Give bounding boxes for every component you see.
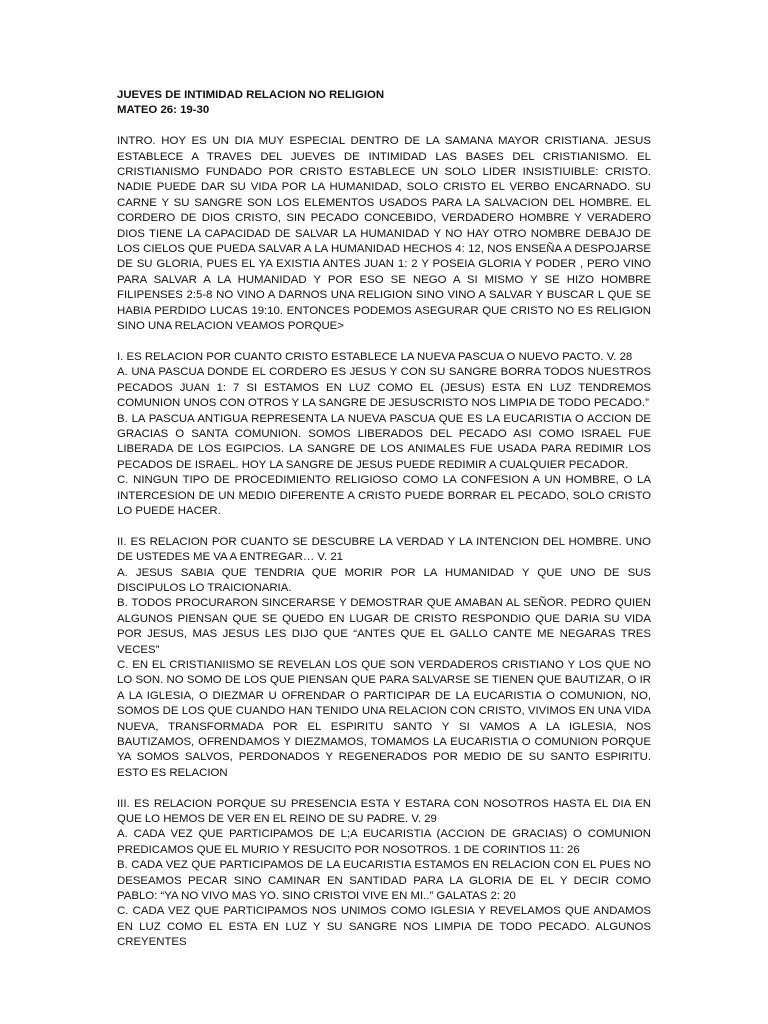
paragraph-gap (117, 781, 651, 796)
section-2-point-a: A. JESUS SABIA QUE TENDRIA QUE MORIR POR LA HUMANIDAD Y QUE UNO DE SUS DISCIPULOS LO TRAICIONARIA. (117, 566, 651, 594)
section-1-point-c: C. NINGUN TIPO DE PROCEDIMIENTO RELIGIOSO COMO LA CONFESION A UN HOMBRE, O LA INTERCESION DE UN MEDIO DIFERENTE A CRISTO PUEDE BORRAR EL PECADO, SOLO CRISTO LO PUEDE HACER. (117, 474, 651, 517)
section-2-point-b: B. TODOS PROCURARON SINCERARSE Y DEMOSTRAR QUE AMABAN AL SEÑOR. PEDRO QUIEN ALGUNOS PIENSAN QUE SE QUEDO EN LUGAR DE CRISTO RESPONDIO QUE DARIA SU VIDA POR JESUS, MAS JESUS LES DIJO QUE “ANTES QUE EL GALLO CANTE ME NEGARAS TRES VECES” (117, 597, 651, 656)
section-1-point-a: A. UNA PASCUA DONDE EL CORDERO ES JESUS Y CON SU SANGRE BORRA TODOS NUESTROS PECADOS JUAN 1: 7 SI ESTAMOS EN LUZ COMO EL (JESUS) ESTA EN LUZ TENDREMOS COMUNION UNOS CON OTROS Y LA SANGRE DE JESUSCRISTO NOS LIMPIA DE TODO PECADO.” (117, 366, 651, 410)
section-1-heading: I. ES RELACION POR CUANTO CRISTO ESTABLECE LA NUEVA PASCUA O NUEVO PACTO. V. 28 (117, 350, 633, 363)
section-3-heading: III. ES RELACION PORQUE SU PRESENCIA ESTA Y ESTARA CON NOSOTROS HASTA EL DIA EN QUE LO HEMOS DE VER EN EL REINO DE SU PADRE. V. 29 (117, 797, 651, 826)
section-1-point-b: B. LA PASCUA ANTIGUA REPRESENTA LA NUEVA PASCUA QUE ES LA EUCARISTIA O ACCION DE GRACIAS O SANTA COMUNION. SOMOS LIBERADOS DEL PECADO ASI COMO ISRAEL FUE LIBERADA DE LOS EGIPCIOS. LA SANGRE DE LOS ANIMALES FUE USADA PARA REDIMIR LOS PECADOS DE ISRAEL. HOY LA SANGRE DE JESUS PUEDE REDIMIR A CUALQUIER PECADOR. (117, 412, 651, 471)
section-2-point-c: C. EN EL CRISTIANIISMO SE REVELAN LOS QUE SON VERDADEROS CRISTIANO Y LOS QUE NO LO SON. NO SOMO DE LOS QUE PIENSAN QUE PARA SALVARSE SE TIENEN QUE BAUTIZAR, O IR A LA IGLESIA, O DIEZMAR U OFRENDAR O PARTICIPAR DE LA EUCARISTIA O COMUNION, NO, SOMOS DE LOS QUE CUANDO HAN TENIDO UNA RELACION CON CRISTO, VIVIMOS EN UNA VIDA NUEVA, TRANSFORMADA POR EL ESPIRITU SANTO Y SI VAMOS A LA IGLESIA, NOS BAUTIZAMOS, OFRENDAMOS Y DIEZMAMOS, TOMAMOS LA EUCARISTIA O COMUNION PORQUE YA SOMOS SALVOS, PERDONADOS Y REGENERADOS POR MEDIO DE SU SANTO ESPIRITU. ESTO ES RELACION (117, 658, 651, 779)
section-3-point-c: C. CADA VEZ QUE PARTICIPAMOS NOS UNIMOS COMO IGLESIA Y REVELAMOS QUE ANDAMOS EN LUZ COMO EL ESTA EN LUZ Y SU SANGRE NOS LIMPIA DE TODO PECADO. ALGUNOS CREYENTES (117, 905, 651, 949)
section-3-point-b: B. CADA VEZ QUE PARTICIPAMOS DE LA EUCARISTIA ESTAMOS EN RELACION CON EL PUES NO DESEAMOS PECAR SINO CAMINAR EN SANTIDAD PARA LA GLORIA DE EL Y DECIR COMO PABLO: “YA NO VIVO MAS YO. SINO CRISTOI VIVE EN MI..” GALATAS 2: 20 (117, 859, 651, 903)
document-page (117, 88, 651, 951)
section-2-heading: II. ES RELACION POR CUANTO SE DESCUBRE LA VERDAD Y LA INTENCION DEL HOMBRE. UNO DE USTEDES ME VA A ENTREGAR… V. 21 (117, 535, 651, 564)
intro-paragraph: INTRO. HOY ES UN DIA MUY ESPECIAL DENTRO DE LA SAMANA MAYOR CRISTIANA. JESUS ESTABLECE A TRAVES DEL JUEVES DE INTIMIDAD LAS BASES DEL CRISTIANISMO. EL CRISTIANISMO FUNDADO POR CRISTO ESTABLECE UN SOLO LIDER INSISTIUIBLE: CRISTO. NADIE PUEDE DAR SU VIDA POR LA HUMANIDAD, SOLO CRISTO EL VERBO ENCARNADO. SU CARNE Y SU SANGRE SON LOS ELEMENTOS USADOS PARA LA SALVACION DEL HOMBRE. EL CORDERO DE DIOS CRISTO, SIN PECADO CONCEBIDO, VERDADERO HOMBRE Y VERADERO DIOS TIENE LA CAPACIDAD DE SALVAR LA HUMANIDAD Y NO HAY OTRO NOMBRE DEBAJO DE LOS CIELOS QUE PUEDA SALVAR A LA HUMANIDAD HECHOS 4: 12, NOS ENSEÑA A DESPOJARSE DE SU GLORIA, PUES EL YA EXISTIA ANTES JUAN 1: 2 Y POSEIA GLORIA Y PODER , PERO VINO PARA SALVAR A LA HUMANIDAD Y POR ESO SE NEGO A SI MISMO Y SE HIZO HOMBRE FILIPENSES 2:5-8 NO VINO A DARNOS UNA RELIGION SINO VINO A SALVAR Y BUSCAR L QUE SE HABIA PERDIDO LUCAS 19:10. ENTONCES PODEMOS ASEGURAR QUE CRISTO NO ES RELIGION SINO UNA RELACION VEAMOS PORQUE> (117, 135, 651, 333)
section-3-point-a: A. CADA VEZ QUE PARTICIPAMOS DE L;A EUCARISTIA (ACCION DE GRACIAS) O COMUNION PREDICAMOS QUE EL MURIO Y RESUCITO POR NOSOTROS. 1 DE CORINTIOS 11: 26 (117, 828, 651, 856)
paragraph-gap (117, 334, 651, 349)
paragraph-gap (117, 519, 651, 534)
document-scripture-reference: MATEO 26: 19-30 (117, 104, 210, 117)
document-title: JUEVES DE INTIMIDAD RELACION NO RELIGION (117, 89, 385, 101)
paragraph-gap (117, 119, 651, 134)
